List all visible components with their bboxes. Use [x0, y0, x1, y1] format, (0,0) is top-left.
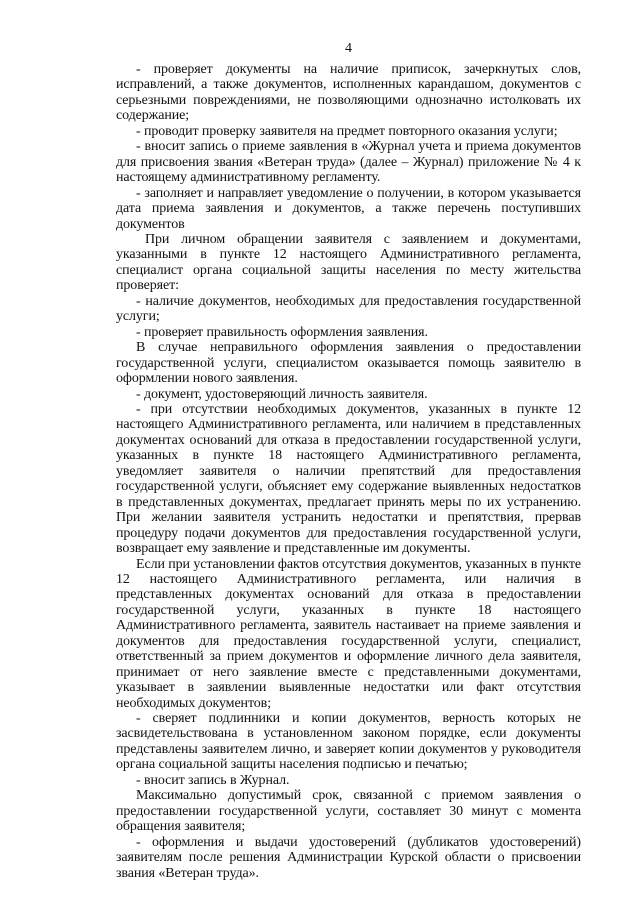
paragraph-personal-visit: При личном обращении заявителя с заявлением и документами, указанными в пункте 12 настоящего Административного регламента, специалист органа социальной защиты населения по месту жительства проверяет: [116, 231, 581, 294]
paragraph-documents-present: - наличие документов, необходимых для предоставления государственной услуги; [116, 293, 581, 325]
paragraph-applicant-insists: Если при установлении фактов отсутствия документов, указанных в пункте 12 настоящего Административного регламента, или наличия в представленных документах оснований для отказа в предоставлении государственной услуги, указанных в пункте 18 настоящего Административного регламента, заявитель настаивает на приеме заявления и документов для предоставления государственной услуги, специалист, ответственный за прием документов и оформление личного дела заявителя, принимает от него заявление вместе с представленными документами, указывает в заявлении выявленные недостатки или факт отсутствия необходимых документов; [116, 556, 581, 711]
paragraph-missing-documents: - при отсутствии необходимых документов, указанных в пункте 12 настоящего Административного регламента, или наличием в представленных документах оснований для отказа в предоставлении государственной услуги, указанных в пункте 18 настоящего Административного регламента, уведомляет заявителя о наличии препятствий для предоставления государственной услуги, объясняет ему содержание выявленных недостатков в представленных документах, предлагает принять меры по их устранению. При желании заявителя устранить недостатки и препятствия, прервав процедуру подачи документов для предоставления государственной услуги, возвращает ему заявление и представленные им документы. [116, 401, 581, 557]
paragraph-verify-copies: - сверяет подлинники и копии документов, верность которых не засвидетельствована в установленном законом порядке, если документы представлены заявителем лично, и заверяет копии документов у руководителя органа социальной защиты населения подписью и печатью; [116, 711, 581, 773]
paragraph-journal-entry: - вносит запись о приеме заявления в «Журнал учета и приема документов для присвоения звания «Ветеран труда» (далее – Журнал) приложение № 4 к настоящему административному регламенту. [116, 139, 581, 186]
paragraph-check-corrections: - проверяет документы на наличие приписок, зачеркнутых слов, исправлений, а также документов, исполненных карандашом, документов с серьезными повреждениями, не позволяющими однозначно истолковать их содержание; [116, 62, 581, 124]
paragraph-certificate-issue: - оформления и выдачи удостоверений (дубликатов удостоверений) заявителям после решения Администрации Курской области о присвоении звания «Ветеран труда». [116, 834, 581, 881]
paragraph-receipt-notice: - заполняет и направляет уведомление о получении, в котором указывается дата приема заявления и документов, а также перечень поступивших документов [116, 185, 581, 232]
paragraph-journal-record: - вносит запись в Журнал. [136, 772, 290, 788]
paragraph-repeat-check: - проводит проверку заявителя на предмет повторного оказания услуги; [136, 123, 558, 139]
paragraph-identity-document: - документ, удостоверяющий личность заявителя. [136, 386, 428, 402]
paragraph-incorrect-form: В случае неправильного оформления заявления о предоставлении государственной услуги, специалистом оказывается помощь заявителю в оформлении нового заявления. [116, 340, 581, 387]
paragraph-form-correctness: - проверяет правильность оформления заявления. [136, 324, 428, 340]
page-number: 4 [345, 41, 352, 56]
paragraph-max-time: Максимально допустимый срок, связанной с приемом заявления о предоставлении государственной услуги, составляет 30 минут с момента обращения заявителя; [116, 788, 581, 835]
